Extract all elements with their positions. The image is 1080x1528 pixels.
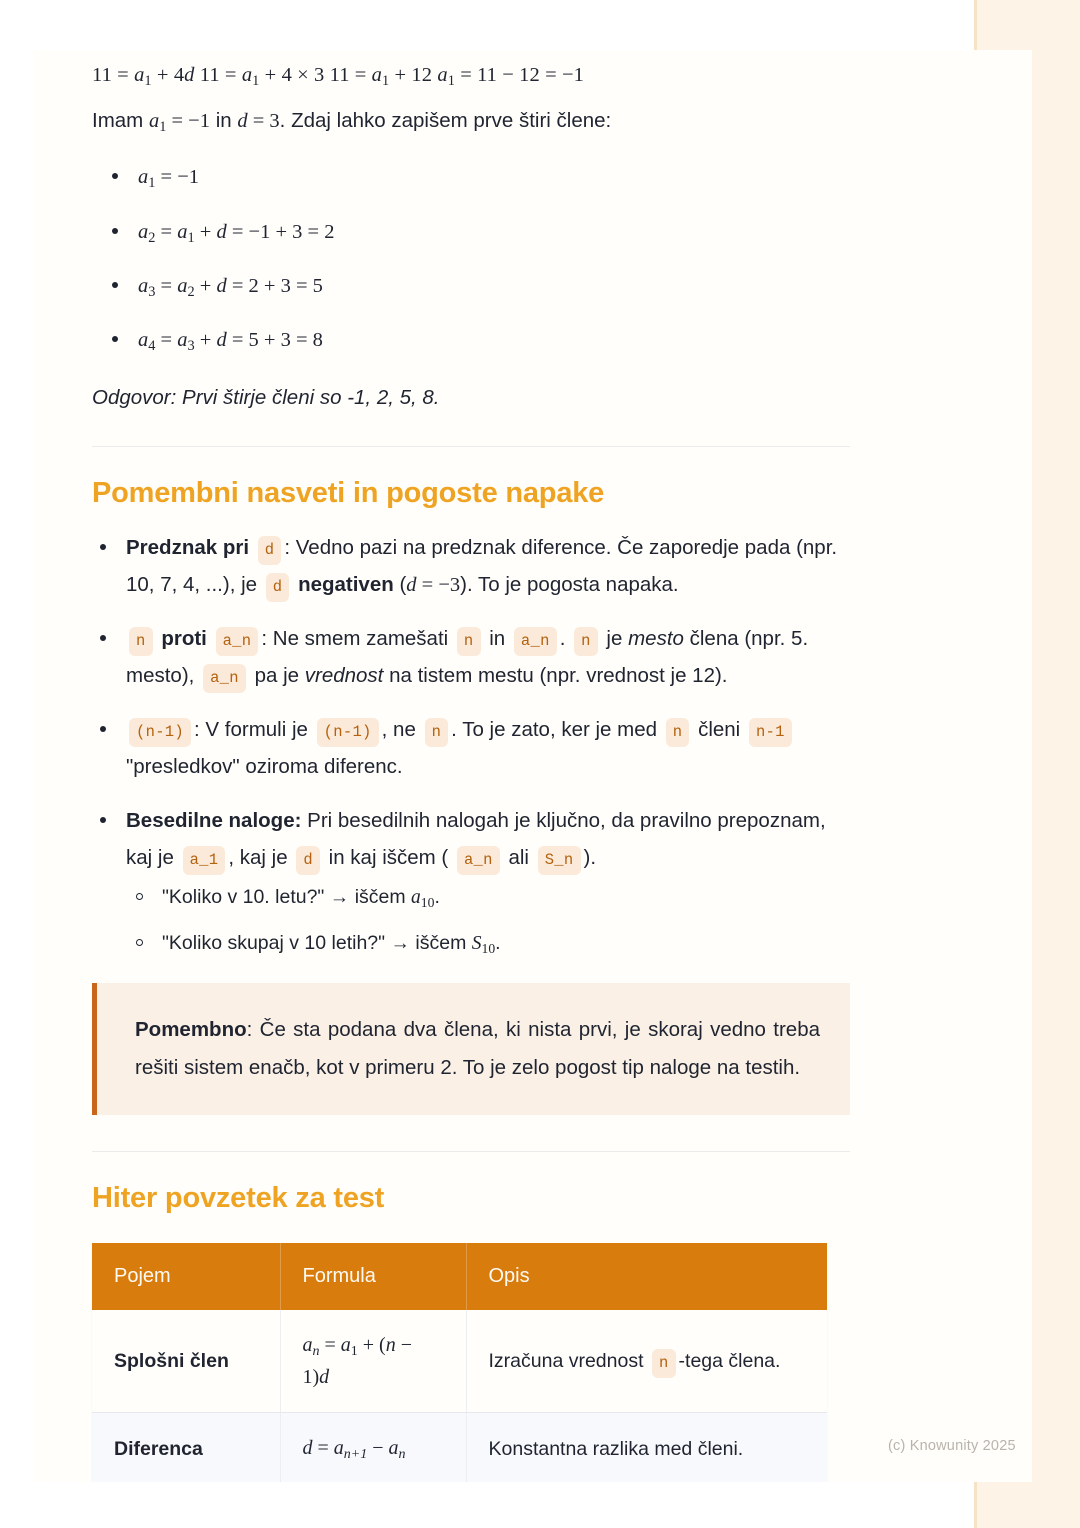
subtip-symbol-sub: 10 bbox=[420, 894, 435, 910]
code-chip-a-n: a_n bbox=[216, 627, 259, 656]
intro-prefix: Imam bbox=[92, 109, 149, 133]
section-divider-1 bbox=[92, 446, 850, 447]
document-content bbox=[33, 50, 910, 1482]
tip-text-a: : V formuli je bbox=[194, 718, 308, 742]
desc-after: -tega člena. bbox=[678, 1349, 781, 1372]
answer-line: Odgovor: Prvi štirje členi so -1, 2, 5, 8. bbox=[92, 386, 440, 410]
table-cell-term: Diferenca bbox=[92, 1413, 280, 1482]
tip-text-d: členi bbox=[698, 718, 741, 742]
table-cell-desc bbox=[466, 1310, 827, 1412]
callout-paragraph bbox=[135, 1011, 820, 1087]
tip-item-n-vs-an bbox=[92, 621, 850, 694]
section-divider-2 bbox=[92, 1151, 850, 1152]
equation-chain: 11 = a1 + 4d 11 = a1 + 4 × 3 11 = a1 + 12 a1 = 11 − 12 = −1 bbox=[92, 64, 584, 90]
tip-text-c: in kaj iščem ( bbox=[328, 845, 449, 869]
tip-text-b: in bbox=[489, 627, 506, 651]
tip-lead-label: Besedilne naloge: bbox=[126, 809, 302, 833]
callout-label: Pomembno bbox=[135, 1018, 247, 1042]
list-item: a3 = a2 + d = 2 + 3 = 5 bbox=[92, 270, 850, 304]
summary-table bbox=[92, 1243, 827, 1482]
subtip-text: iščem bbox=[415, 931, 467, 954]
tips-list bbox=[92, 530, 850, 959]
tip-em-vrednost: vrednost bbox=[304, 663, 384, 687]
table-header-row bbox=[92, 1243, 827, 1310]
list-item: a4 = a3 + d = 5 + 3 = 8 bbox=[92, 324, 850, 358]
table-cell-desc: Konstantna razlika med členi. bbox=[466, 1413, 827, 1482]
subtip-tail: . bbox=[434, 886, 440, 909]
subtip-symbol-sub: 10 bbox=[481, 940, 496, 956]
table-row bbox=[92, 1310, 827, 1412]
code-chip-n-4: n bbox=[425, 718, 449, 747]
code-chip-n-5: n bbox=[666, 718, 690, 747]
intro-paragraph: Imam a1 = −1 in d = 3. Zdaj lahko zapišem prve štiri člene: bbox=[92, 109, 612, 136]
tip-text-g: na tistem mestu (npr. vrednost je 12). bbox=[389, 663, 728, 687]
tip-text-d: ali bbox=[508, 845, 529, 869]
code-chip-a-n-3: a_n bbox=[203, 664, 246, 693]
code-chip-a-1: a_1 bbox=[183, 846, 226, 875]
table-header-pojem: Pojem bbox=[92, 1243, 280, 1310]
table-header-formula: Formula bbox=[280, 1243, 466, 1310]
tip-em-mesto: mesto bbox=[628, 627, 684, 651]
tip-text-a: : Vedno pazi na predznak diference. Če zaporedje pada (npr. 10, 7, 4, ...), je bbox=[126, 536, 838, 596]
code-chip-n-minus-1: (n-1) bbox=[129, 718, 191, 747]
code-chip-n-table: n bbox=[652, 1349, 676, 1378]
code-chip-n-3: n bbox=[574, 627, 598, 656]
table-cell-formula: an = a1 + (n − 1)d bbox=[280, 1310, 466, 1412]
code-chip-d-3: d bbox=[296, 846, 320, 875]
list-item bbox=[126, 928, 850, 960]
tip-text-b: , ne bbox=[381, 718, 416, 742]
document-card bbox=[33, 50, 1032, 1482]
tip-subitems-list bbox=[126, 882, 850, 959]
intro-mid: in bbox=[210, 109, 238, 133]
code-chip-n-minus-one: n-1 bbox=[749, 718, 792, 747]
tip-item-predznak: Predznak pri d : Vedno pazi na predznak diference. Če zaporedje pada (npr. 10, 7, 4, ...), je d negativen (d = −3). To je pogosta napaka. bbox=[92, 530, 850, 603]
important-callout bbox=[92, 983, 850, 1115]
tip-text-e: ). bbox=[583, 845, 597, 869]
tip-text-b: , kaj je bbox=[228, 845, 288, 869]
code-chip-d-2: d bbox=[266, 573, 290, 602]
intro-suffix: . Zdaj lahko zapišem prve štiri člene: bbox=[279, 109, 612, 133]
page-title-summary: Hiter povzetek za test bbox=[92, 1182, 385, 1215]
table-row bbox=[92, 1413, 827, 1482]
tip-item-n-minus-1 bbox=[92, 712, 850, 785]
tip-text-a: : Ne smem zamešati bbox=[261, 627, 449, 651]
tip-item-besedilne-naloge bbox=[92, 803, 850, 959]
terms-list bbox=[92, 161, 850, 358]
table-cell-formula: d = an+1 − an bbox=[280, 1413, 466, 1482]
tip-text-e: "presledkov" oziroma diferenc. bbox=[126, 754, 403, 778]
tip-bold-proti: proti bbox=[161, 627, 207, 651]
table-header-opis: Opis bbox=[466, 1243, 827, 1310]
code-chip-a-n-2: a_n bbox=[514, 627, 557, 656]
watermark: (c) Knowunity 2025 bbox=[888, 1438, 1016, 1454]
tip-lead-label: Predznak pri bbox=[126, 536, 250, 560]
list-item: a2 = a1 + d = −1 + 3 = 2 bbox=[92, 216, 850, 250]
table-cell-term: Splošni člen bbox=[92, 1310, 280, 1412]
callout-text: : Če sta podana dva člena, ki nista prvi, je skoraj vedno treba rešiti sistem enačb, kot v primeru 2. To je zelo pogost tip naloge na testih. bbox=[135, 1018, 820, 1080]
code-chip-n-2: n bbox=[457, 627, 481, 656]
subtip-quote: "Koliko v 10. letu?" bbox=[162, 886, 325, 909]
page-title-tips: Pomembni nasveti in pogoste napake bbox=[92, 477, 605, 510]
arrow-icon: → bbox=[390, 931, 410, 954]
tip-text-d: je bbox=[606, 627, 623, 651]
subtip-text: iščem bbox=[354, 886, 406, 909]
desc-before: Izračuna vrednost bbox=[488, 1349, 644, 1372]
code-chip-n: n bbox=[129, 627, 153, 656]
tip-text-f: pa je bbox=[254, 663, 300, 687]
list-item: a1 = −1 bbox=[92, 161, 850, 195]
list-item bbox=[126, 882, 850, 914]
code-chip-s-n: S_n bbox=[538, 846, 581, 875]
code-chip-d: d bbox=[258, 536, 282, 565]
code-chip-n-minus-1-2: (n-1) bbox=[317, 718, 379, 747]
subtip-symbol-base: S bbox=[471, 932, 482, 954]
tip-bold-negativen: negativen bbox=[298, 572, 394, 596]
tip-text-a: Pri besedilnih nalogah je ključno, da pravilno prepoznam, kaj je bbox=[126, 809, 826, 869]
subtip-symbol-base: a bbox=[411, 887, 421, 909]
code-chip-a-n-4: a_n bbox=[457, 846, 500, 875]
tip-text-c: . bbox=[559, 627, 566, 651]
subtip-quote: "Koliko skupaj v 10 letih?" bbox=[162, 931, 386, 954]
tip-text-e: člena (npr. 5. mesto), bbox=[126, 627, 809, 687]
tip-text-c: . To je zato, ker je med bbox=[451, 718, 658, 742]
subtip-tail: . bbox=[495, 931, 501, 954]
arrow-icon: → bbox=[329, 886, 350, 909]
